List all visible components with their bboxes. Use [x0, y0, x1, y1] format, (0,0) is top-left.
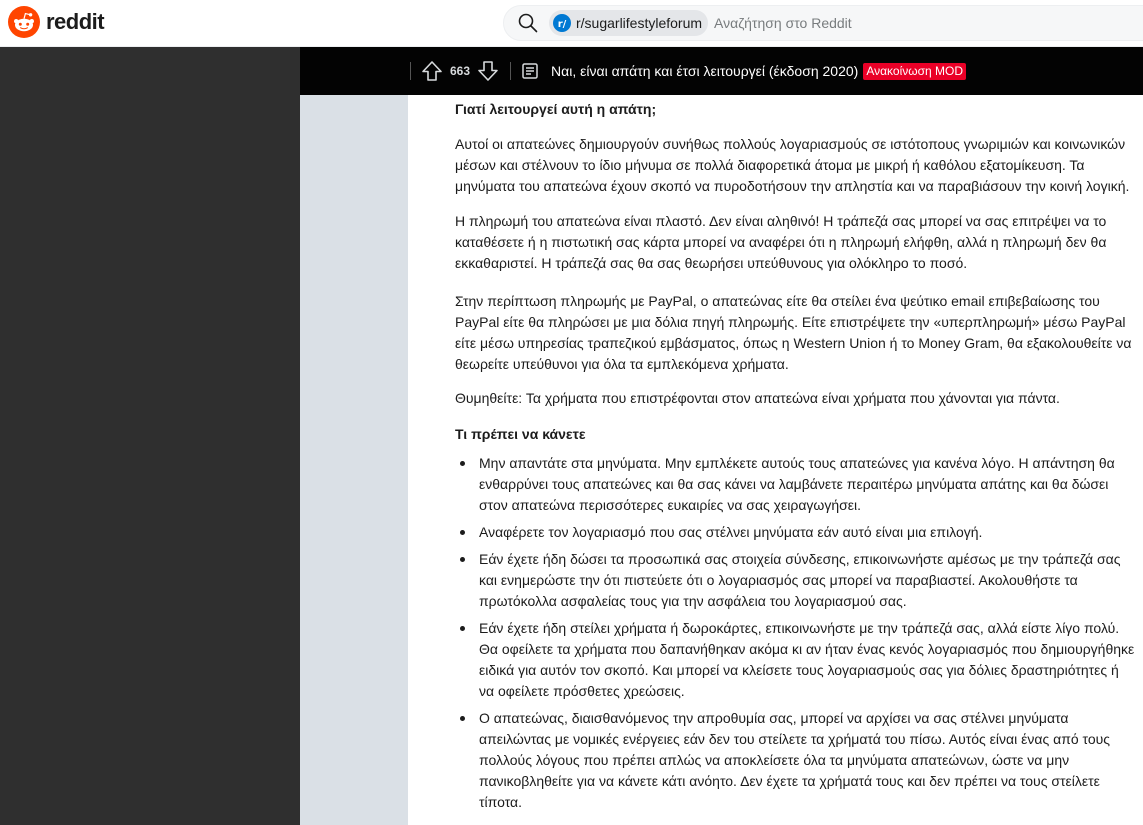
downvote-arrow-icon[interactable] — [476, 59, 500, 83]
bar-divider — [510, 62, 511, 80]
post-body-card — [408, 95, 1143, 825]
search-input[interactable] — [712, 14, 1016, 32]
post-title[interactable]: Ναι, είναι απάτη και έτσι λειτουργεί (έκδοση 2020) — [551, 63, 859, 79]
paragraph: Θυμηθείτε: Τα χρήματα που επιστρέφονται στον απατεώνα είναι χρήματα που χάνονται για πάντα. — [455, 390, 1060, 406]
top-header — [0, 0, 1143, 47]
subreddit-chip-label: r/sugarlifestyleforum — [576, 15, 703, 31]
svg-text:r/: r/ — [557, 18, 567, 30]
subreddit-icon — [553, 14, 571, 32]
upvote-arrow-icon[interactable] — [420, 59, 444, 83]
reddit-snoo-icon — [8, 6, 40, 38]
search-icon — [517, 12, 539, 34]
reddit-logo[interactable] — [8, 6, 104, 38]
paragraph: Αυτοί οι απατεώνες δημιουργούν συνήθως πολλούς λογαριασμούς σε ιστότοπους γνωριμιών και κοινωνικών μέσων και στέλνουν το ίδιο μήνυμα σε πολλά διαφορετικά άτομα με μικρή ή καθόλου εξατομίκευση. Τα μηνύματα του απατεώνα έχουν σκοπό να πυροδοτήσουν την απληστία και να παραβιάσουν την κοινή λογική. — [455, 136, 1130, 194]
mod-announcement-flair[interactable]: Ανακοίνωση MOD — [863, 63, 966, 80]
list-item: Εάν έχετε ήδη στείλει χρήματα ή δωροκάρτες, επικοινωνήστε με την τράπεζά σας, αλλά είστε λίγο πολύ. Θα οφείλετε τα χρήματα που δαπανήθηκαν ακόμα κι αν ήταν ένας κενός λογαριασμός που δημιουργήθηκε ειδικά για αυτόν τον σκοπό. Και μπορεί να κλείσετε τους λογαριασμούς σας για δόλιες δραστηριότητες ή να οφείλετε πρόσθετες χρεώσεις. — [455, 618, 1137, 702]
post-top-bar — [300, 47, 1143, 95]
bar-divider — [410, 62, 411, 80]
list-item: Ο απατεώνας, διαισθανόμενος την απροθυμία σας, μπορεί να αρχίσει να σας στέλνει μηνύματα απειλώντας με νομικές ενέργειες εάν δεν του στείλετε τα χρήματά του πίσω. Αυτός είναι ένας από τους πολλούς λόγους που πρέπει απλώς να αποκλείσετε όλα τα μηνύματα απατεώνων, ώστε να μην πανικοβληθείτε για να κάνετε κάτι ανόητο. Δεν έχετε τα χρήματά τους και δεν πρέπει να τους στείλετε τίποτα. — [455, 708, 1137, 813]
paragraph: Στην περίπτωση πληρωμής με PayPal, ο απατεώνας είτε θα στείλει ένα ψεύτικο email επιβεβαίωσης του PayPal είτε θα πληρώσει με μια δόλια πηγή πληρωμής. Είτε επιστρέψετε την «υπερπληρωμή» μέσω PayPal είτε μέσω υπηρεσίας τραπεζικού εμβάσματος, όπως η Western Union ή το Money Gram, θα εξακολουθείτε να θεωρείτε υπεύθυνοι για όλα τα εμπλεκόμενα χρήματα. — [455, 293, 1132, 372]
list-item: Εάν έχετε ήδη δώσει τα προσωπικά σας στοιχεία σύνδεσης, επικοινωνήστε αμέσως με την τράπεζά σας και ενημερώστε την ότι πιστεύετε ότι ο λογαριασμός σας μπορεί να παραβιαστεί. Ακολουθήστε τα πρωτόκολλα ασφαλείας τους για την ασφάλεια του λογαριασμού σας. — [455, 549, 1137, 612]
section-heading-why: Γιατί λειτουργεί αυτή η απάτη; — [455, 101, 657, 117]
paragraph: Η πληρωμή του απατεώνα είναι πλαστό. Δεν είναι αληθινό! Η τράπεζά σας μπορεί να σας επιτρέψει να το καταθέσετε ή η πιστωτική σας κάρτα μπορεί να αναφέρει ότι η πληρωμή ελήφθη, αλλά η πληρωμή δεν θα εκκαθαριστεί. Η τράπεζά σας θα σας θεωρήσει υπεύθυνους για ολόκληρο το ποσό. — [455, 213, 1107, 271]
logo-text: reddit — [46, 9, 105, 34]
content-gutter — [300, 95, 408, 825]
vote-count: 663 — [450, 64, 471, 78]
text-post-icon — [521, 62, 539, 80]
section-heading-what-to-do: Τι πρέπει να κάνετε — [455, 426, 586, 442]
subreddit-chip[interactable] — [549, 10, 708, 36]
list-item: Αναφέρετε τον λογαριασμό που σας στέλνει μηνύματα εάν αυτό είναι μια επιλογή. — [455, 522, 1137, 543]
search-bar[interactable] — [503, 5, 1143, 41]
overlay-backdrop[interactable] — [0, 47, 300, 825]
list-item: Μην απαντάτε στα μηνύματα. Μην εμπλέκετε αυτούς τους απατεώνες για κανένα λόγο. Η απάντηση θα ενθαρρύνει τους απατεώνες και θα σας κάνει να λαμβάνετε περαιτέρω μηνύματα απάτης και θα δώσει στον απατεώνα περισσότερες ευκαιρίες να σας χειραγωγήσει. — [455, 453, 1137, 516]
